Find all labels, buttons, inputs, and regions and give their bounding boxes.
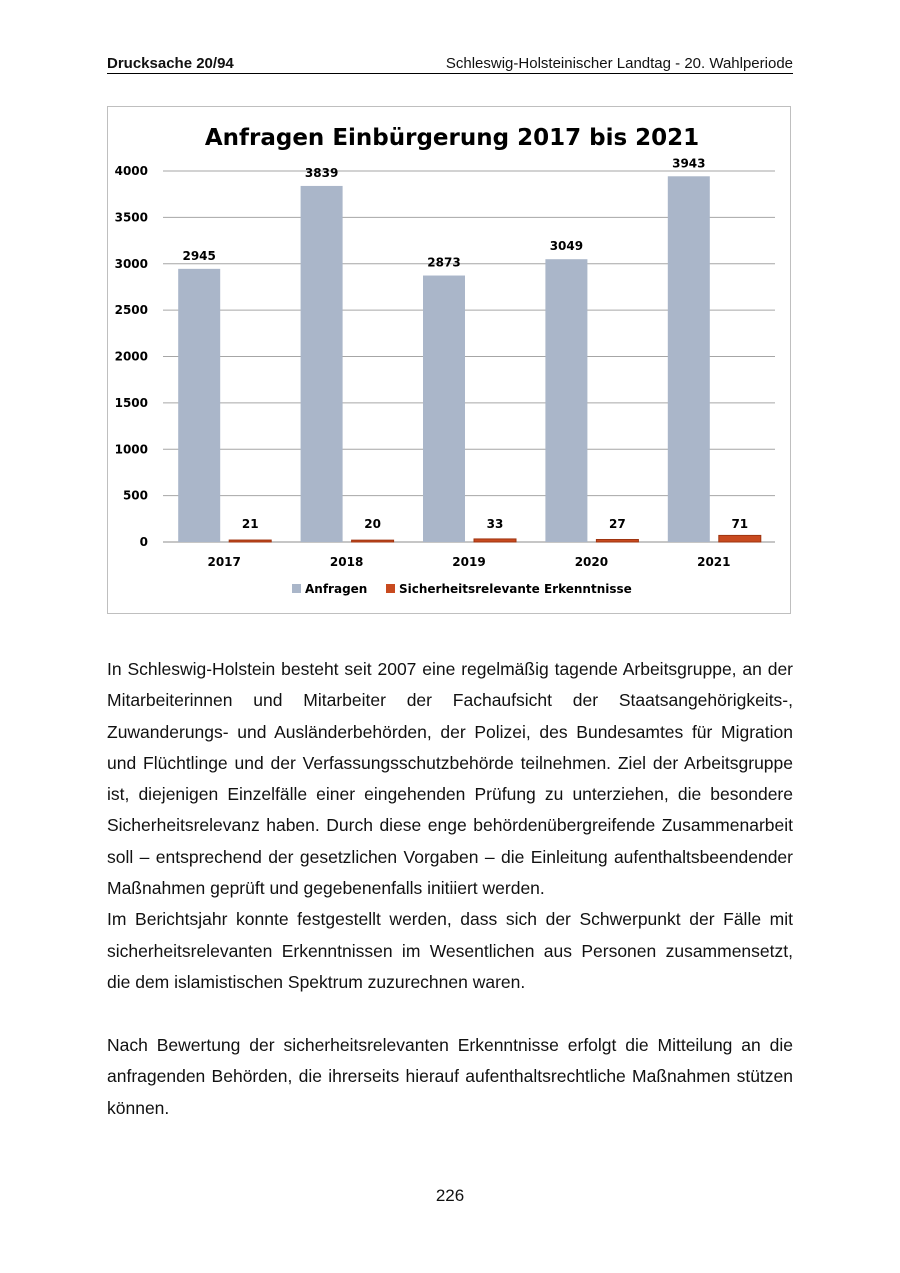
chart-title: Anfragen Einbürgerung 2017 bis 2021 [204, 125, 700, 151]
data-label: 71 [731, 517, 749, 531]
x-tick-label: 2020 [574, 555, 609, 569]
document-number: Drucksache 20/94 [107, 55, 234, 72]
legend-swatch [386, 584, 395, 593]
data-label: 33 [486, 517, 504, 531]
bar-sicherheitsrelevant [719, 535, 761, 542]
paragraph-1: In Schleswig-Holstein besteht seit 2007 eine regelmäßig tagende Arbeitsgruppe, an der Mitarbeiterinnen und Mitarbeiter der Fachaufsicht der Staatsangehörigkeits-, Zuwanderungs- und Ausländerbehörden, der Polizei, des Bundesamtes für Migration und Flüchtlinge und der Verfassungsschutzbehörde teilnehmen. Ziel der Arbeitsgruppe ist, diejenigen Einzelfälle einer eingehenden Prüfung zu unterziehen, die besondere Sicherheitsrelevanz haben. Durch diese enge behördenübergreifende Zusammenarbeit soll – entsprechend der gesetzlichen Vorgaben – die Einleitung aufenthaltsbeendender Maßnahmen geprüft und gegebenenfalls initiiert werden. [107, 659, 793, 899]
y-tick-label: 2000 [114, 349, 148, 364]
x-tick-label: 2021 [697, 555, 731, 569]
data-label: 3839 [304, 165, 339, 180]
y-tick-label: 4000 [114, 164, 148, 178]
legend-swatch [292, 584, 301, 593]
paragraph-evaluation [107, 1030, 793, 1124]
bar-anfragen [423, 276, 465, 542]
bar-sicherheitsrelevant [596, 539, 638, 542]
bar-sicherheitsrelevant [352, 540, 394, 542]
legend-label: Anfragen [305, 582, 368, 596]
y-tick-label: 1500 [114, 395, 148, 410]
y-tick-label: 1000 [114, 442, 148, 457]
paragraph-2: Im Berichtsjahr konnte festgestellt werden, dass sich der Schwerpunkt der Fälle mit sicherheitsrelevanten Erkenntnissen im Wesentlichen aus Personen zusammensetzt, die dem islamistischen Spektrum zuzurechnen waren. [107, 909, 793, 992]
bar-anfragen [178, 269, 220, 542]
data-label: 3943 [672, 156, 706, 171]
bar-anfragen [545, 259, 587, 542]
bar-anfragen [301, 186, 343, 542]
y-tick-label: 3000 [114, 256, 148, 271]
x-tick-label: 2017 [207, 555, 241, 569]
data-label: 2873 [427, 255, 461, 270]
x-tick-label: 2018 [329, 555, 364, 569]
data-label: 20 [364, 517, 381, 531]
page-number: 226 [435, 1186, 465, 1205]
page-header [107, 55, 793, 74]
y-tick-label: 0 [139, 535, 148, 549]
data-label: 27 [609, 517, 626, 531]
x-tick-label: 2019 [452, 555, 486, 569]
bar-chart [108, 107, 792, 615]
chart-figure [107, 106, 791, 614]
y-tick-label: 3500 [114, 210, 148, 225]
bar-sicherheitsrelevant [229, 540, 271, 542]
paragraph-working-group [107, 654, 793, 998]
paragraph-3: Nach Bewertung der sicherheitsrelevanten Erkenntnisse erfolgt die Mitteilung an die anfragenden Behörden, die ihrerseits hierauf aufenthaltsrechtliche Maßnahmen stützen können. [107, 1035, 793, 1118]
data-label: 3049 [549, 239, 584, 254]
bar-sicherheitsrelevant [474, 539, 516, 542]
bar-anfragen [668, 176, 710, 542]
y-tick-label: 500 [122, 488, 148, 503]
parliament-title: Schleswig-Holsteinischer Landtag - 20. Wahlperiode [445, 55, 793, 72]
legend-label: Sicherheitsrelevante Erkenntnisse [399, 582, 632, 596]
y-tick-label: 2500 [114, 303, 148, 318]
data-label: 21 [241, 517, 259, 531]
data-label: 2945 [182, 248, 216, 263]
